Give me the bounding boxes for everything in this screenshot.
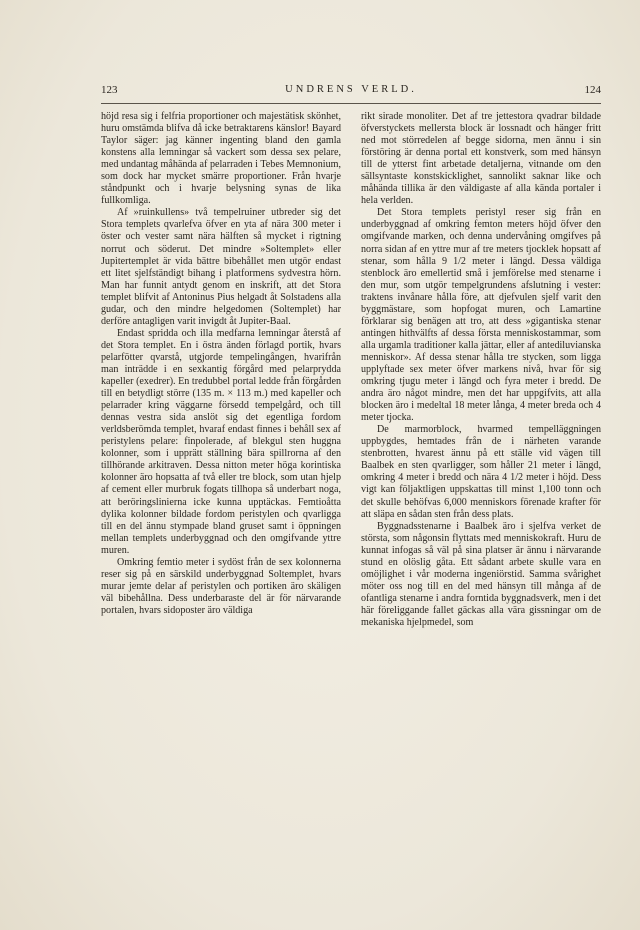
- running-title: UNDRENS VERLD.: [285, 84, 417, 95]
- paragraph: Omkring femtio meter i sydöst från de sex kolonnerna reser sig på en särskild underbyggnad Soltemplet, hvars murar jemte delar af peristylen och portiken äro skäligen väl bibehållna. Dess underbaraste del är för närvarande portalen, hvars sidoposter äro väldiga: [101, 556, 341, 616]
- left-text-column: [101, 111, 341, 617]
- page-number-right: 124: [584, 84, 601, 96]
- paragraph: Af »ruinkullens» två tempelruiner utbreder sig det Stora templets qvarlefva öfver en yta af nära 300 meter i öster och vester samt nära hälften så mycket i rigtning norrut och söderut. Det mindre »Soltemplet» eller Jupitertemplet är vida bättre bibehållet men utgör endast ett litet sjelfständigt bihang i platformens sydvestra hörn. Man har funnit antydt genom en inskrift, att det Stora templet blifvit af Antoninus Pius helgadt åt Solstadens alla gudar, och den mindre helgedomen (Soltemplet) har derföre antagligen varit invigdt åt Jupiter-Baal.: [101, 207, 341, 327]
- header-rule: [101, 103, 601, 104]
- right-text-column: [361, 111, 601, 629]
- page-number-left: 123: [101, 84, 118, 96]
- paragraph: Byggnadsstenarne i Baalbek äro i sjelfva verket de största, som någonsin flyttats med menniskokraft. Huru de kunnat infogas så väl på sina platser är ännu i närvarande stund en olöslig gåta. Ett sådant arbete skulle vara en omöjlighet i vår moderna ingeniörstid. Samma svårighet möter oss nog till en del med hänsyn till många af de ofantliga stenarne i andra forntida byggnadsverk, men i det här föreliggande fallet gäckas alla vära gissningar om de mekaniska hjelpmedel, som: [361, 520, 601, 628]
- paragraph: höjd resa sig i felfria proportioner och majestätisk skönhet, huru omstämda blifva då icke betraktarens känslor! Bayard Taylor säger: jag känner ingenting bland den gamla konstens alla lemningar så vackert som dessa sex pelare, med undantag måhända af pelarraden i Tebes Memnonium, som dock har mycket smärre proportioner. Från hvarje ståndpunkt och i hvarje belysning synas de lika fullkomliga.: [101, 111, 341, 207]
- paragraph: rikt sirade monoliter. Det af tre jettestora qvadrar bildade öfverstyckets mellersta block är lossnadt och hänger fritt ned mot störredelen af begge sidorna, men ännu i sin förstöring är denna portal ett konstverk, som med hänsyn till de ytterst fint arbetade detaljerna, vitnande om den sällsyntaste konstskicklighet, sannolikt saknar like och måhända tillika är den väldigaste af alla kända portaler i hela verlden.: [361, 111, 601, 207]
- paragraph: De marmorblock, hvarmed tempelläggningen uppbygdes, hemtades från de i närheten varande stenbrotten, hvarest ännu på ett ställe vid vägen till Baalbek en sten qvarligger, som håller 21 meter i längd, omkring 4 meter i bredd och nära 4 1/2 meter i höjd. Dess vigt kan följaktligen uppskattas till minst 1,100 tonn och det skulle behöfvas 6,000 menniskors förenade krafter för att släpa en sådan sten från dess plats.: [361, 424, 601, 520]
- paragraph: Endast spridda och illa medfarna lemningar återstå af det Stora templet. En i östra änden förlagd portik, hvars pelarfötter qvarstå, utgjorde tempelingången, hvarifrån man inträdde i en sexkantig förgård med pelarprydda kapeller (exedrer). En tredubbel portal ledde från förgården till en betydligt större (135 m. × 113 m.) med kapeller och pelarrader kring väggarne försedd tempelgård, och till dennas vestra sida anslöt sig det egentliga fordom verldsberömda templet, hvaraf endast finnes i behåll sex af peristylens pelare: finpolerade, af blekgul sten huggna kolonner, som i upprätt ställning bära spillrorna af den tillhörande arkitraven. Dessa nitton meter höga korintiska kolonner äro hopsatta af två eller tre block, som utan hjelp af cement eller murbruk fogats tillhopa så underbart noga, att beröringslinierna icke kunna upptäckas. Femtioåtta dylika kolonner bildade fordom peristylen och qvarligga till en del ännu stympade bland gruset samt i öppningen mellan templets underbyggnad och den omgifvande yttre muren.: [101, 327, 341, 556]
- running-header: [101, 84, 601, 100]
- paragraph: Det Stora templets peristyl reser sig från en underbyggnad af omkring femton meters höjd öfver den omgifvande marken, och denna undervåning omgifves på norra sidan af en yttre mur af tre meters tjocklek hopsatt af stenar, som hålla 9 1/2 meter i längd. Dessa väldiga stenblock äro emellertid små i jemförelse med stenarne i den mur, som utgör tempelgrundens afslutning i vester: traktens invånare hålla före, att djefvulen sjelf varit den byggmästare, som hopfogat muren, och Lamartine förklarar sig benägen att tro, att dess »gigantiska stenar antingen hithvälfts af dessa första menniskostammar, som alla urgamla traditioner kalla jättar, eller af antediluvianska menniskor». Af dessa stenar hålla tre stycken, som ligga upplyftade sex meter öfver markens nivå, hvar för sig omkring tjugu meter i längd och fyra meter i bredd. De andra äro något mindre, men det har uppgifvits, att alla blocken äro i medeltal 18 meter långa, 4 meter breda och 4 meter tjocka.: [361, 207, 601, 424]
